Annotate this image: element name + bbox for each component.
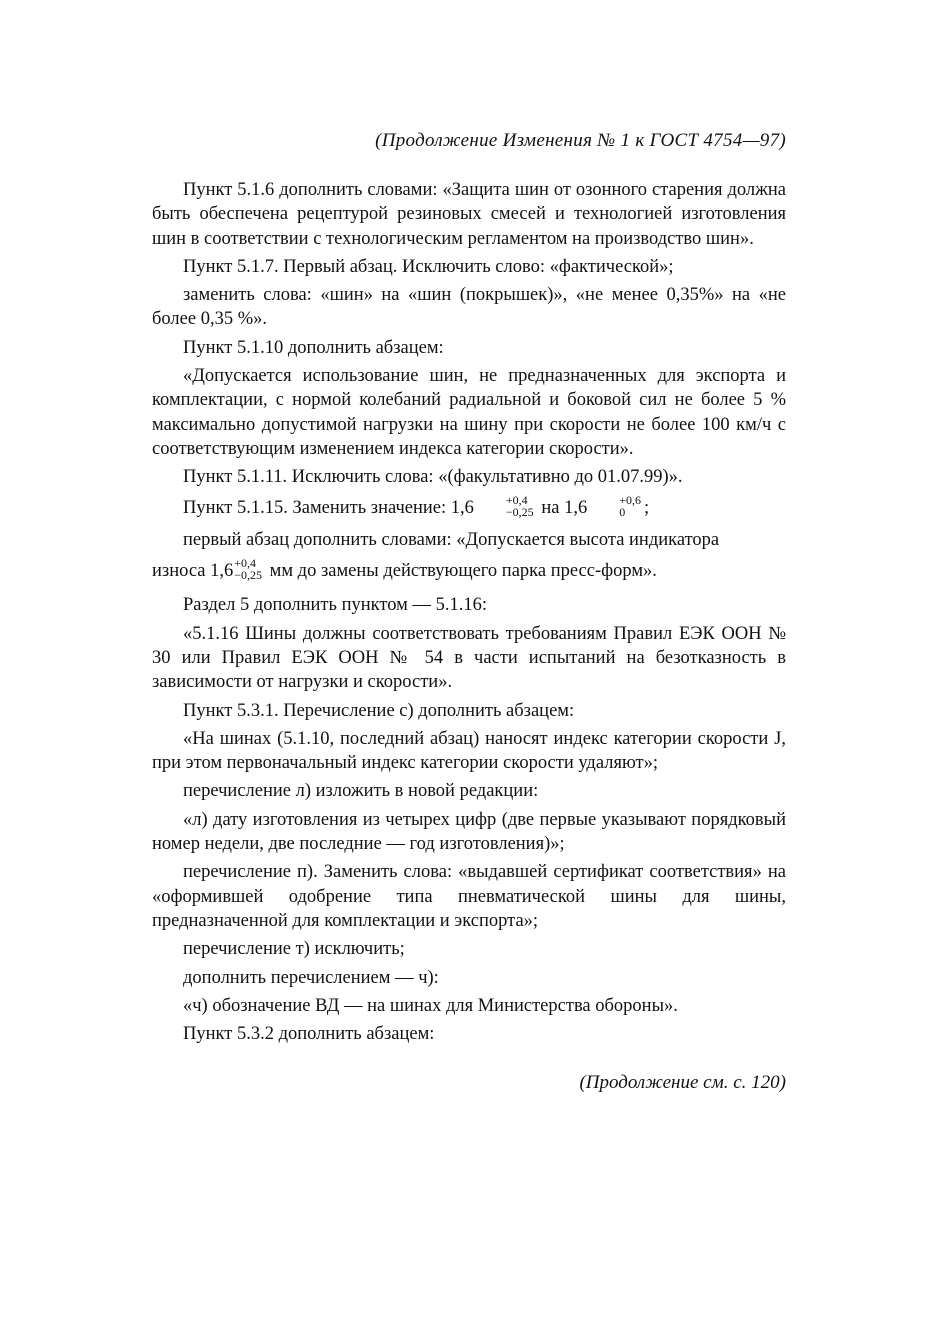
- paragraph: «5.1.16 Шины должны соответствовать требованиям Правил ЕЭК ООН № 30 или Правил ЕЭК ООН № 54 в части испытаний на безотказность в зависимости от нагрузки и скорости».: [152, 623, 786, 693]
- upper-limit: +0,4: [234, 556, 256, 571]
- paragraph: Пункт 5.1.10 дополнить абзацем:: [183, 337, 444, 358]
- text-lead: износа: [152, 560, 211, 581]
- lower-limit: −0,25: [234, 568, 262, 583]
- text-tail: мм до замены действующего парка пресс-форм».: [265, 560, 657, 581]
- text-lead: Пункт 5.1.15. Заменить значение:: [183, 497, 451, 518]
- paragraph: дополнить перечислением — ч):: [183, 967, 439, 988]
- upper-limit: +0,6: [619, 493, 641, 508]
- continuation-note: (Продолжение см. с. 120): [579, 1072, 786, 1093]
- running-header: (Продолжение Изменения № 1 к ГОСТ 4754—97): [375, 130, 786, 151]
- lower-limit: −0,25: [505, 505, 534, 520]
- paragraph: перечисление т) исключить;: [183, 939, 405, 960]
- paragraph: Пункт 5.3.2 дополнить абзацем:: [183, 1024, 435, 1045]
- paragraph-wear-indicator: [152, 556, 786, 584]
- paragraph: Раздел 5 дополнить пунктом — 5.1.16:: [183, 595, 487, 616]
- upper-limit: +0,4: [505, 493, 528, 508]
- paragraph: «л) дату изготовления из четырех цифр (две первые указывают порядковый номер недели, две последние — год изготовления)»;: [152, 809, 786, 855]
- paragraph: перечисление л) изложить в новой редакции:: [183, 781, 539, 802]
- paragraph: «На шинах (5.1.10, последний абзац) наносят индекс категории скорости J, при этом первоначальный индекс категории скорости удаляют»;: [152, 728, 786, 774]
- document-body: [152, 178, 786, 1050]
- tolerance-limits: [475, 494, 534, 518]
- value-base: 1,6: [450, 497, 474, 518]
- text-mid: на: [536, 497, 565, 518]
- paragraph: перечисление п). Заменить слова: «выдавшей сертификат соответствия» на «оформившей одобрение типа пневматической шины для шины, предназначенной для комплектации и экспорта»;: [152, 862, 786, 931]
- paragraph: первый абзац дополнить словами: «Допускается высота индикатора: [183, 530, 720, 551]
- paragraph: «ч) обозначение ВД — на шинах для Министерства обороны».: [183, 995, 678, 1016]
- lower-limit: 0: [619, 505, 626, 520]
- paragraph: заменить слова: «шин» на «шин (покрышек)», «не менее 0,35%» на «не более 0,35 %».: [152, 285, 786, 330]
- value-base: 1,6: [210, 560, 234, 581]
- text-tail: ;: [643, 497, 650, 518]
- paragraph-tolerance-replace: [152, 493, 786, 521]
- tolerance-limits: [234, 557, 262, 581]
- value-base: 1,6: [564, 497, 588, 518]
- paragraph: Пункт 5.1.7. Первый абзац. Исключить слово: «фактической»;: [183, 256, 674, 277]
- paragraph: «Допускается использование шин, не предназначенных для экспорта и комплектации, с нормой колебаний радиальной и боковой сил не более 5 % максимально допустимой нагрузки на шину при скорости не более 100 км/ч с соответствующим изменением индекса категории скорости».: [152, 366, 786, 459]
- paragraph: Пункт 5.1.11. Исключить слова: «(факультативно до 01.07.99)».: [183, 467, 683, 488]
- paragraph: Пункт 5.3.1. Перечисление с) дополнить абзацем:: [183, 700, 575, 721]
- paragraph: Пункт 5.1.6 дополнить словами: «Защита шин от озонного старения должна быть обеспечена рецептурой резиновых смесей и технологией изготовления шин в соответствии с технологическим регламентом на производство шин».: [152, 180, 786, 249]
- tolerance-limits: [588, 494, 641, 518]
